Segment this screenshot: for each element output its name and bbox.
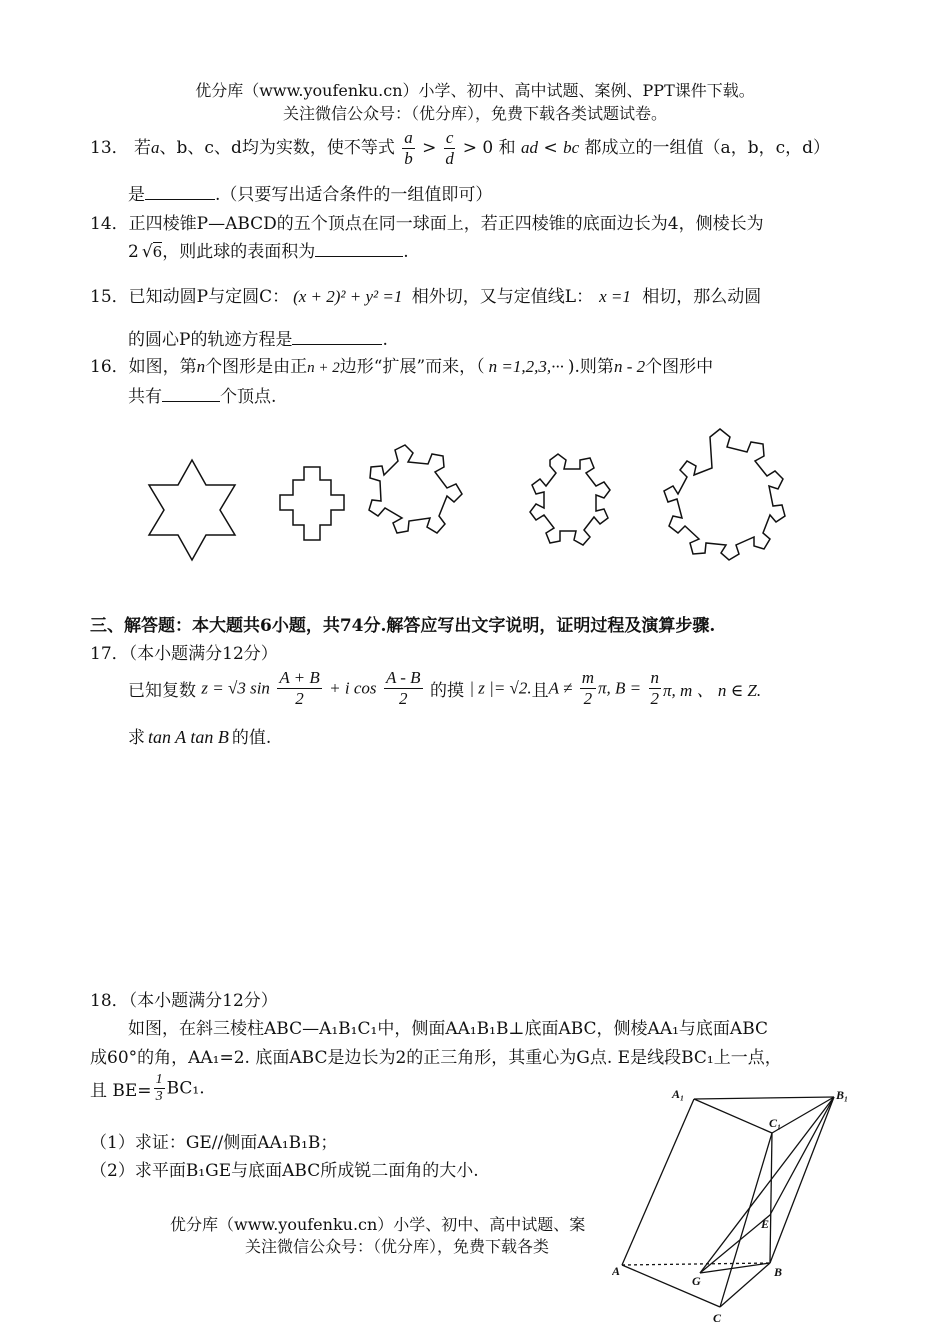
cross-shape — [280, 467, 344, 540]
question-18-para-1: 如图，在斜三棱柱ABC—A₁B₁C₁中，侧面AA₁B₁B⊥底面ABC，侧棱AA₁与底面ABC — [128, 1019, 769, 1039]
question-number: 13． — [90, 138, 129, 158]
fraction-a-minus-b: $\frac{A - B}{2}$ — [385, 668, 421, 708]
label-c: C — [713, 1311, 722, 1325]
footer-line-2: 关注微信公众号：（优分库），免费下载各类 — [245, 1237, 550, 1256]
edge-ac — [622, 1265, 720, 1307]
label-b1: B₁ — [836, 1088, 849, 1102]
gear-shape-3 — [369, 445, 462, 533]
answer-blank[interactable] — [315, 240, 403, 257]
star-shape — [149, 460, 235, 560]
edge-aa1 — [622, 1099, 694, 1265]
fraction-n-2: $\frac{n}{2}$ — [650, 668, 660, 708]
question-17-line-2: 求 tan A tan B 的值. — [128, 727, 272, 748]
question-15: 15．已知动圆P与定圆C： (x + 2)² + y² =1 相外切，又与定值线L： x =1 相切，那么动圆 — [90, 287, 762, 307]
header-line-2: 关注微信公众号：（优分库），免费下载各类试题试卷。 — [282, 104, 667, 123]
question-number: 14． — [90, 214, 129, 234]
question-17-header: 17．（本小题满分12分） — [90, 644, 278, 664]
label-b: B — [774, 1265, 783, 1279]
answer-blank[interactable] — [292, 328, 382, 345]
question-18-para-2: 成60°的角，AA₁=2. 底面ABC是边长为2的正三角形，其重心为G点. E是线段BC₁上一点， — [90, 1048, 782, 1068]
edge-ab — [622, 1263, 770, 1265]
question-17-body: 已知复数 z = √3 sin $\frac{A + B}{2}$ + i cos $\frac{A - B}{2}$ 的摸 | z |= √2.且A ≠ $\frac{m}{2}$ π, B = $\frac{n}{2}$ π, m 、 n ∈ Z. — [128, 668, 762, 708]
header-line-1: 优分库（www.youfenku.cn）小学、初中、高中试题、案例、PPT课件下载。 — [195, 81, 755, 100]
question-18-para-3: 且 BE= $\frac{1}{3}$ BC₁. — [90, 1072, 205, 1104]
question-18-sub-1: （1）求证：GE//侧面AA₁B₁B； — [90, 1133, 338, 1153]
line-gb1 — [700, 1097, 834, 1273]
label-g: G — [692, 1274, 701, 1288]
fraction-a-b: $\frac{a}{b}$ — [404, 128, 413, 168]
fraction-c-d: $\frac{c}{d}$ — [445, 128, 454, 168]
gear-shape-4 — [530, 454, 610, 545]
question-number: 18． — [90, 991, 129, 1011]
question-13: 13． 若a、b、c、d均为实数，使不等式 $\frac{a}{b}$ > $\frac{c}{d}$ > 0 和 ad < bc 都成立的一组值（a，b，c，d） — [90, 128, 830, 168]
label-a: A — [612, 1264, 621, 1278]
question-number: 16． — [90, 357, 129, 377]
question-16: 16．如图，第n个图形是由正n + 2边形“扩展”而来，（ n =1,2,3,··· ).则第n - 2个图形中 — [90, 357, 714, 377]
prism-figure — [612, 1085, 852, 1335]
question-18-sub-2: （2）求平面B₁GE与底面ABC所成锐二面角的大小. — [90, 1161, 479, 1181]
question-16-line-2: 共有 个顶点. — [128, 387, 277, 407]
snowflake-figure — [130, 415, 830, 590]
edge-a1b1 — [694, 1097, 834, 1099]
fraction-m-2: $\frac{m}{2}$ — [581, 668, 594, 708]
section-3-heading: 三、解答题：本大题共6小题，共74分.解答应写出文字说明，证明过程及演算步骤. — [90, 616, 716, 636]
question-18-header: 18．（本小题满分12分） — [90, 991, 278, 1011]
line-eb1 — [770, 1097, 834, 1215]
question-15-line-2: 的圆心P的轨迹方程是 . — [128, 330, 388, 350]
label-c1: C₁ — [769, 1116, 782, 1130]
label-a1: A₁ — [672, 1087, 685, 1101]
question-14-line-2: 2 √6，则此球的表面积为 . — [128, 242, 409, 262]
answer-blank[interactable] — [162, 385, 220, 402]
question-14: 14．正四棱锥P—ABCD的五个顶点在同一球面上，若正四棱锥的底面边长为4，侧棱长为 — [90, 214, 764, 234]
footer-line-1: 优分库（www.youfenku.cn）小学、初中、高中试题、案 — [170, 1215, 586, 1234]
fraction-one-third: $\frac{1}{3}$ — [155, 1072, 163, 1104]
edge-a1c1 — [694, 1099, 772, 1133]
fraction-a-plus-b: $\frac{A + B}{2}$ — [279, 668, 320, 708]
question-number: 17． — [90, 644, 129, 664]
question-13-line-2: 是 .（只要写出适合条件的一组值即可） — [128, 185, 493, 205]
answer-blank[interactable] — [145, 183, 215, 200]
label-e: E — [761, 1217, 770, 1231]
edge-bc1 — [770, 1133, 772, 1263]
question-number: 15． — [90, 287, 129, 307]
gear-shape-5 — [664, 429, 785, 560]
